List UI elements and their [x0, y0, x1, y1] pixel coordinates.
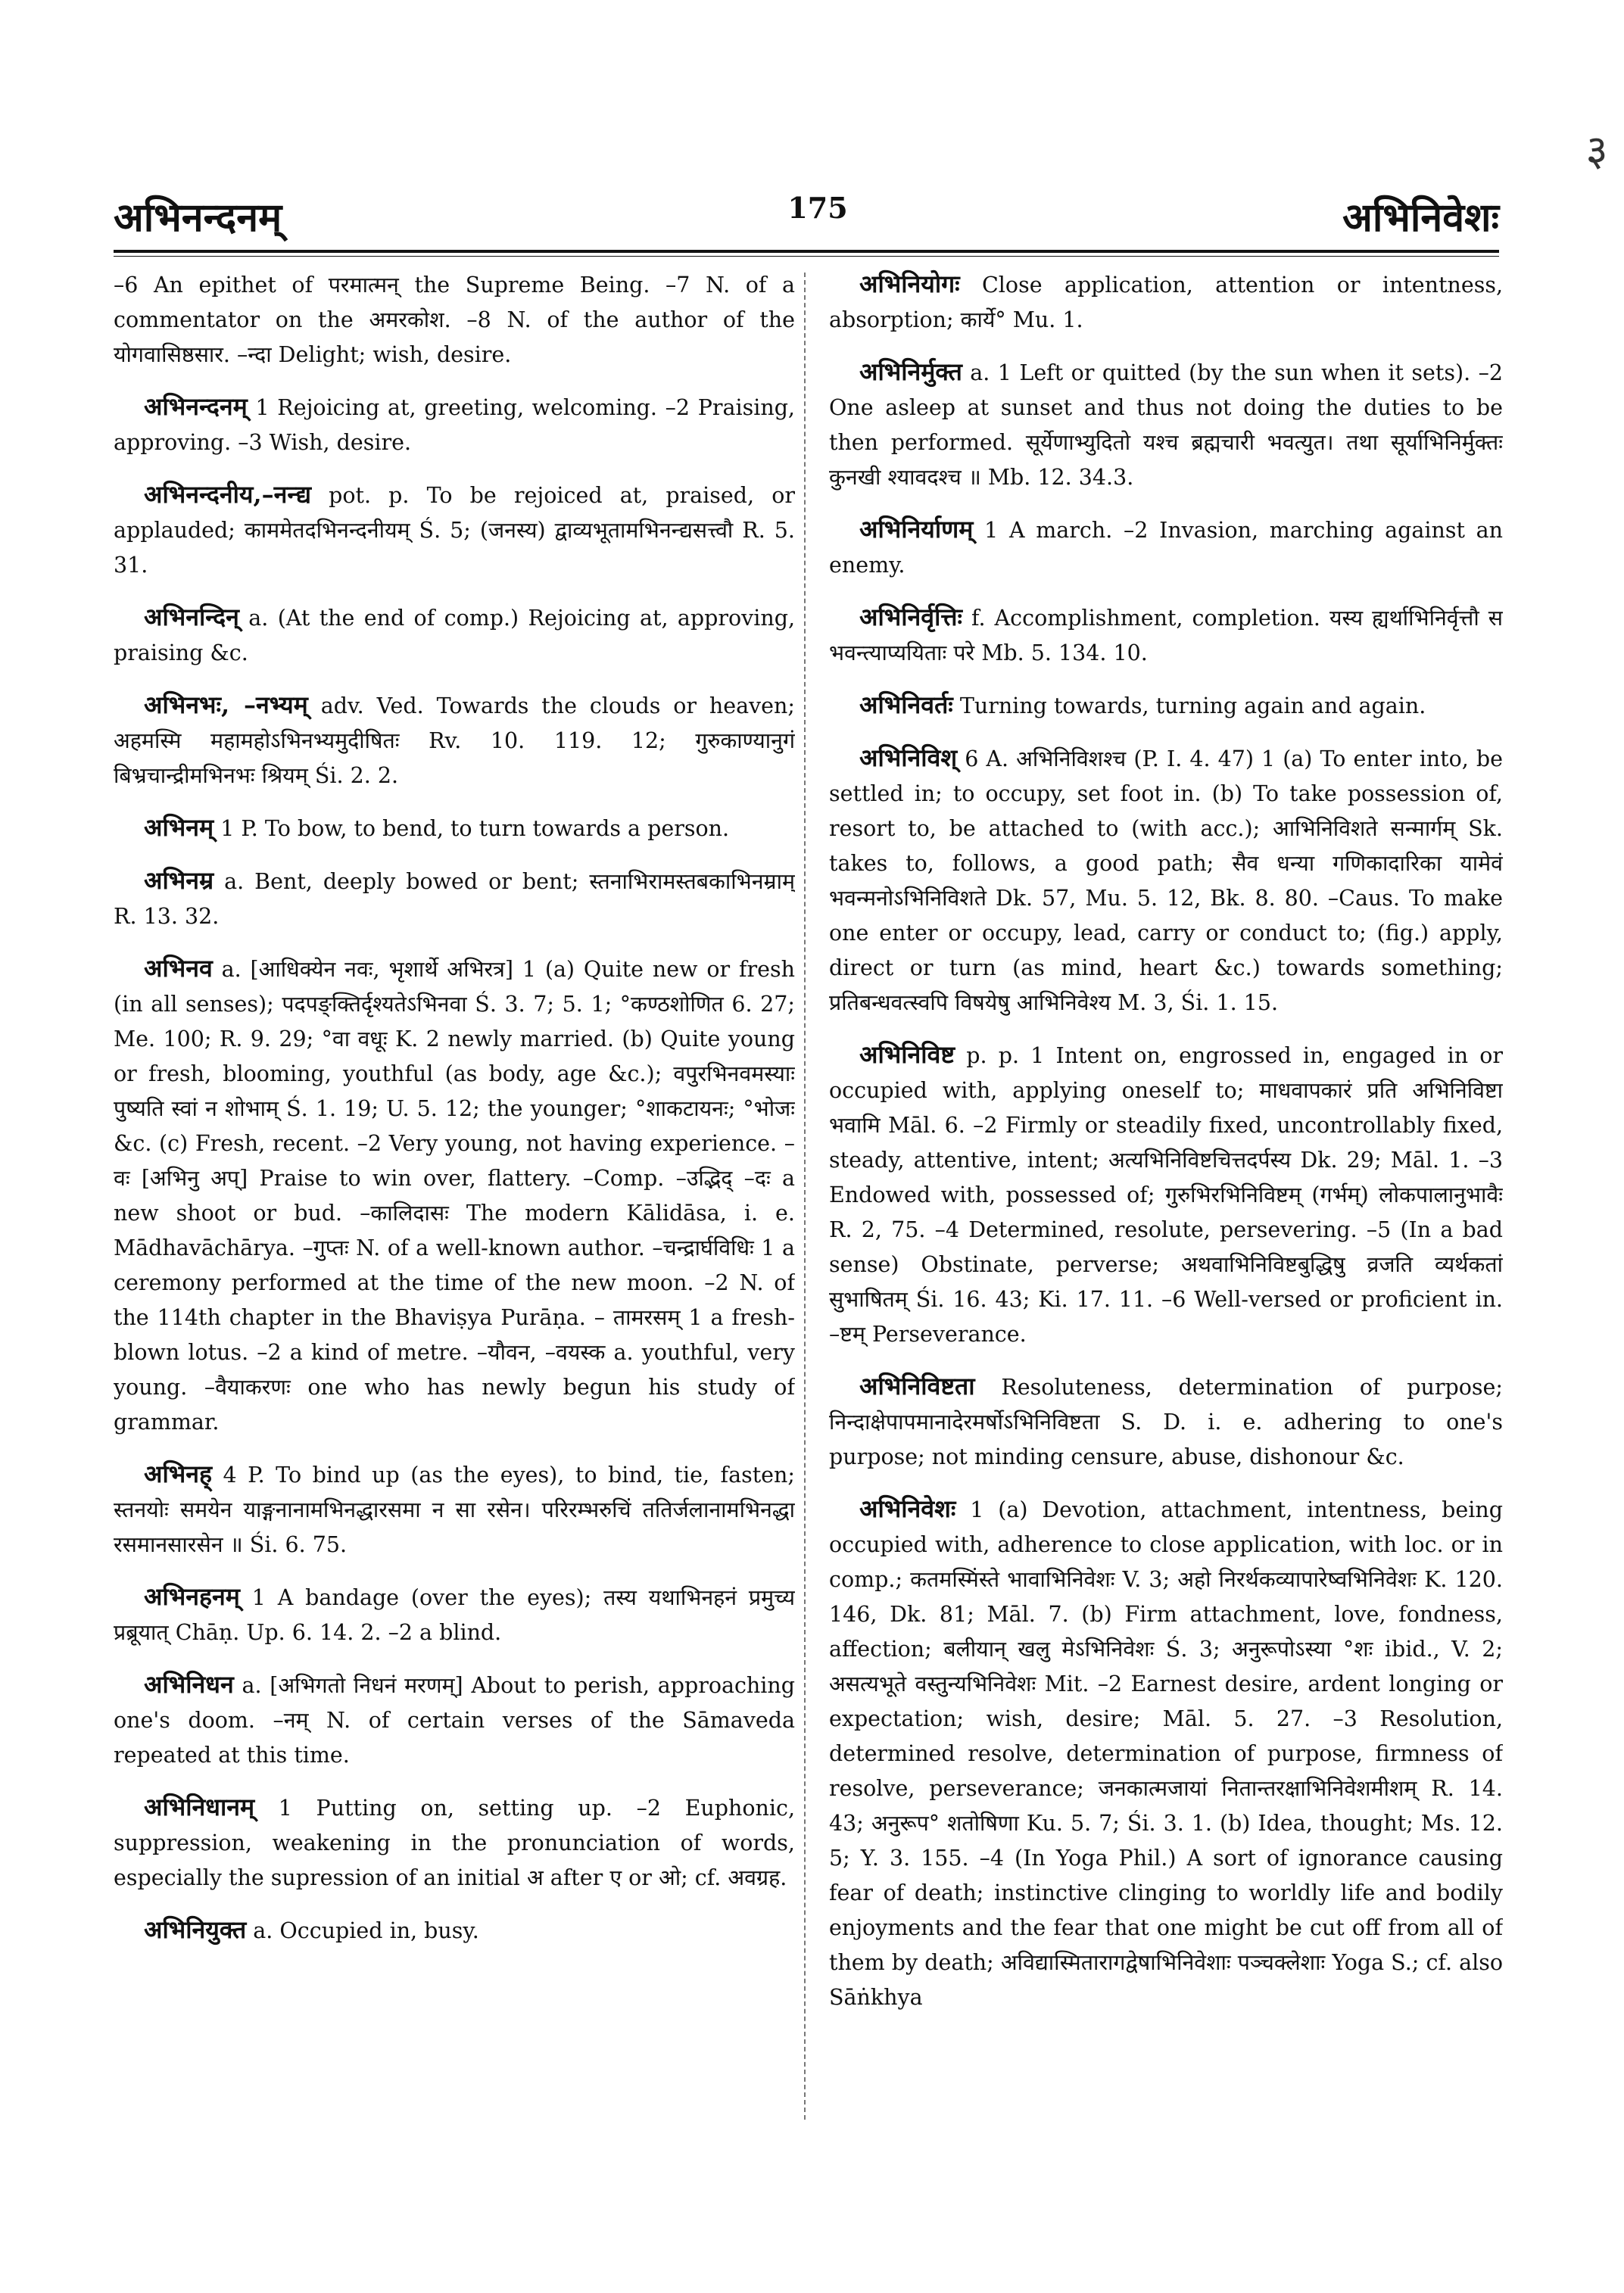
entry-text: Turning towards, turning again and again. [959, 693, 1426, 718]
column-divider [804, 273, 806, 2120]
entry-text: a. [अभिगतो निधनं मरणम्] About to perish, approaching one's doom. –नम् N. of certain verses of the Sāmaveda repeated at this time. [114, 1673, 795, 1768]
entry-text: 1 Rejoicing at, greeting, welcoming. –2 Praising, approving. –3 Wish, desire. [114, 395, 795, 455]
entry-text: 1 A bandage (over the eyes); तस्य यथाभिनहनं प्रमुच्य प्रब्रूयात् Chāṇ. Up. 6. 14. 2. –2 a blind. [114, 1585, 795, 1645]
entry [114, 266, 795, 372]
entry [829, 1369, 1503, 1475]
headword: अभिनन्दिन् [144, 603, 239, 631]
header-left-word: अभिनन्दनम् [114, 195, 282, 241]
side-mark: ३ [1585, 126, 1608, 176]
headword: अभिनह् [144, 1460, 212, 1488]
entry-text: a. Occupied in, busy. [253, 1918, 479, 1943]
entry [829, 266, 1503, 338]
headword: अभिनिवेशः [859, 1494, 956, 1523]
entry [829, 600, 1503, 671]
entry-text: 1 A march. –2 Invasion, marching against an enemy. [829, 518, 1503, 578]
entry [114, 687, 795, 793]
headword: अभिनिर्वृत्तिः [859, 603, 962, 631]
entry-text: 4 P. To bind up (as the eyes), to bind, tie, fasten; स्तनयोः समयेन याङ्गनानामभिनद्धारसमा न सा रसेन। परिरम्भरुचिं ततिर्जलानामभिनद्धा रसमानसारसेन ॥ Śi. 6. 75. [114, 1463, 795, 1557]
entry [114, 1456, 795, 1562]
entry [114, 477, 795, 583]
right-column [829, 266, 1503, 2174]
entry [829, 740, 1503, 1020]
headword: अभिनियुक्त [144, 1915, 247, 1944]
entry [829, 1037, 1503, 1352]
entry-text: a. Bent, deeply bowed or bent; स्तनाभिरामस्तबकाभिनम्राम् R. 13. 32. [114, 869, 795, 929]
entry [114, 810, 795, 846]
entry-text: 6 A. अभिनिविशश्च (P. I. 4. 47) 1 (a) To enter into, be settled in; to occupy, set foot in. (b) To take possession of, resort to, be attached to (with acc.); आभिनिविशते सन्मार्गम् Sk. takes to, follows, a good path; सैव धन्या गणिकादारिका यामेवं भवन्मनोऽभिनिविशते Dk. 57, Mu. 5. 12, Bk. 8. 80. –Caus. To make one enter or occupy, lead, carry or conduct to; (fig.) apply, direct or turn (as mind, heart &c.) towards something; प्रतिबन्धवत्स्वपि विषयेषु आभिनिवेश्य M. 3, Śi. 1. 15. [829, 746, 1503, 1015]
headword: अभिनहनम् [144, 1582, 240, 1611]
entry-text: a. [आधिक्येन नवः, भृशार्थे अभिरत्र] 1 (a) Quite new or fresh (in all senses); पदपङ्क्तिर्दृश्यतेऽभिनवा Ś. 3. 7; 5. 1; °कण्ठशोणित 6. 27; Me. 100; R. 9. 29; °वा वधूः K. 2 newly married. (b) Quite young or fresh, blooming, youthful (as body, age &c.); वपुरभिनवमस्याः पुष्यति स्वां न शोभाम् Ś. 1. 19; U. 5. 12; the younger; °शाकटायनः; °भोजः &c. (c) Fresh, recent. –2 Very young, not having experience. –वः [अभिनु अप्] Praise to win over, flattery. –Comp. –उद्भिद् –दः a new shoot or bud. –कालिदासः The modern Kālidāsa, i. e. Mādhavāchārya. –गुप्तः N. of a well-known author. –चन्द्रार्घविधिः 1 a ceremony performed at the time of the new moon. –2 N. of the 114th chapter in the Bhaviṣya Purāṇa. – तामरसम् 1 a fresh-blown lotus. –2 a kind of metre. –यौवन, –वयस्क a. youthful, very young. –वैयाकरणः one who has newly begun his study of grammar. [114, 957, 795, 1435]
entry [114, 1790, 795, 1896]
headword: अभिनिविष्ट [859, 1040, 955, 1069]
entry [114, 1667, 795, 1773]
entry-text: Close application, attention or intentness, absorption; कार्ये° Mu. 1. [829, 273, 1503, 332]
entry [114, 389, 795, 460]
headword: अभिनियोगः [859, 269, 960, 298]
headword: अभिनिविश् [859, 743, 958, 772]
entry-text: pot. p. To be rejoiced at, praised, or applauded; काममेतदभिनन्दनीयम् Ś. 5; (जनस्य) द्वाव्यभूतामभिनन्द्यसत्त्वौ R. 5. 31. [114, 483, 795, 578]
entry [114, 1912, 795, 1949]
entry [829, 1491, 1503, 2015]
headword: अभिनिवर्तः [859, 690, 953, 719]
entry-text: a. (At the end of comp.) Rejoicing at, approving, praising &c. [114, 606, 795, 665]
entry [829, 512, 1503, 583]
page-number: 175 [787, 191, 848, 225]
page-header [114, 182, 1499, 250]
headword: अभिनव [144, 954, 213, 983]
entry [829, 354, 1503, 495]
entry [114, 600, 795, 671]
entry-text: f. Accomplishment, completion. यस्य ह्यर्थाभिनिर्वृत्तौ स भवन्त्याप्ययिताः परे Mb. 5. 134. 10. [829, 606, 1503, 665]
entry-text: –6 An epithet of परमात्मन् the Supreme Being. –7 N. of a commentator on the अमरकोश. –8 N. of the author of the योगवासिष्ठसार. –न्दा Delight; wish, desire. [114, 273, 795, 367]
headword: अभिनम् [144, 813, 214, 842]
header-right-word: अभिनिवेशः [1342, 195, 1499, 241]
headword: अभिनभः, –नभ्यम् [144, 690, 308, 719]
entry-text: p. p. 1 Intent on, engrossed in, engaged in or occupied with, applying oneself to; माधवापकारं प्रति अभिनिविष्टा भवामि Māl. 6. –2 Firmly or steadily fixed, uncontrollably fixed, steady, attentive, intent; अत्यभिनिविष्टचित्तदर्पस्य Dk. 29; Māl. 1. –3 Endowed with, possessed of; गुरुभिरभिनिविष्टम् (गर्भम्) लोकपालानुभावैः R. 2, 75. –4 Determined, resolute, persevering. –5 (In a bad sense) Obstinate, perverse; अथवाभिनिविष्टबुद्धिषु व्रजति व्यर्थकतां सुभाषितम् Śi. 16. 43; Ki. 17. 11. –6 Well-versed or proficient in. –ष्टम् Perseverance. [829, 1043, 1503, 1347]
entry-text: 1 P. To bow, to bend, to turn towards a person. [220, 816, 730, 841]
headword: अभिनिविष्टता [859, 1372, 975, 1400]
headword: अभिनम्र [144, 866, 214, 895]
entry [114, 951, 795, 1440]
entry-text: 1 (a) Devotion, attachment, intentness, being occupied with, adherence to close application, with loc. or in comp.; कतमस्मिंस्ते भावाभिनिवेशः V. 3; अहो निरर्थकव्यापारेष्वभिनिवेशः K. 120. 146, Dk. 81; Māl. 7. (b) Firm attachment, love, fondness, affection; बलीयान् खलु मेऽभिनिवेशः Ś. 3; अनुरूपोऽस्या °शः ibid., V. 2; असत्यभूते वस्तुन्यभिनिवेशः Mit. –2 Earnest desire, ardent longing or expectation; wish, desire; Māl. 5. 27. –3 Resolution, determined resolve, determination of purpose, firmness of resolve, perseverance; जनकात्मजायां नितान्तरक्षाभिनिवेशमीशम् R. 14. 43; अनुरूप° शतोषिणा Ku. 5. 7; Śi. 3. 1. (b) Idea, thought; Ms. 12. 5; Y. 3. 155. –4 (In Yoga Phil.) A sort of ignorance causing fear of death; instinctive clinging to worldly life and bodily enjoyments and the fear that one might be cut off from all of them by death; अविद्यास्मितारागद्वेषाभिनिवेशाः पञ्चक्लेशाः Yoga S.; cf. also Sāṅkhya [829, 1497, 1503, 2010]
headword: अभिनिर्मुक्त [859, 357, 962, 386]
headword: अभिनिर्याणम् [859, 515, 974, 544]
headword: अभिनन्दनम् [144, 392, 248, 421]
entry-text: Resoluteness, determination of purpose; निन्दाक्षेपापमानादेरमर्षोऽभिनिविष्टता S. D. i. e. adhering to one's purpose; not minding censure, abuse, dishonour &c. [829, 1375, 1503, 1469]
entry-text: 1 Putting on, setting up. –2 Euphonic, suppression, weakening in the pronunciation of words, especially the supression of an initial अ after ए or ओ; cf. अवग्रह. [114, 1796, 795, 1890]
entry-text: adv. Ved. Towards the clouds or heaven; अहमस्मि महामहोऽभिनभ्यमुदीषितः Rv. 10. 119. 12; गुरुकाण्यानुगं बिभ्रचान्द्रीमभिनभः श्रियम् Śi. 2. 2. [114, 693, 795, 788]
entry [829, 687, 1503, 724]
entry-text: a. 1 Left or quitted (by the sun when it sets). –2 One asleep at sunset and thus not doing the duties to be then performed. सूर्येणाभ्युदितो यश्च ब्रह्मचारी भवत्युत। तथा सूर्याभिनिर्मुक्तः कुनखी श्यावदश्च ॥ Mb. 12. 34.3. [829, 360, 1503, 490]
header-rule [114, 250, 1499, 253]
headword: अभिनिधानम् [144, 1793, 255, 1821]
headword: अभिनन्दनीय,–नन्द्य [144, 480, 311, 509]
header-rule-thin [114, 256, 1499, 257]
left-column [114, 266, 795, 2174]
entry [114, 1579, 795, 1650]
headword: अभिनिधन [144, 1670, 234, 1699]
entry [114, 863, 795, 934]
